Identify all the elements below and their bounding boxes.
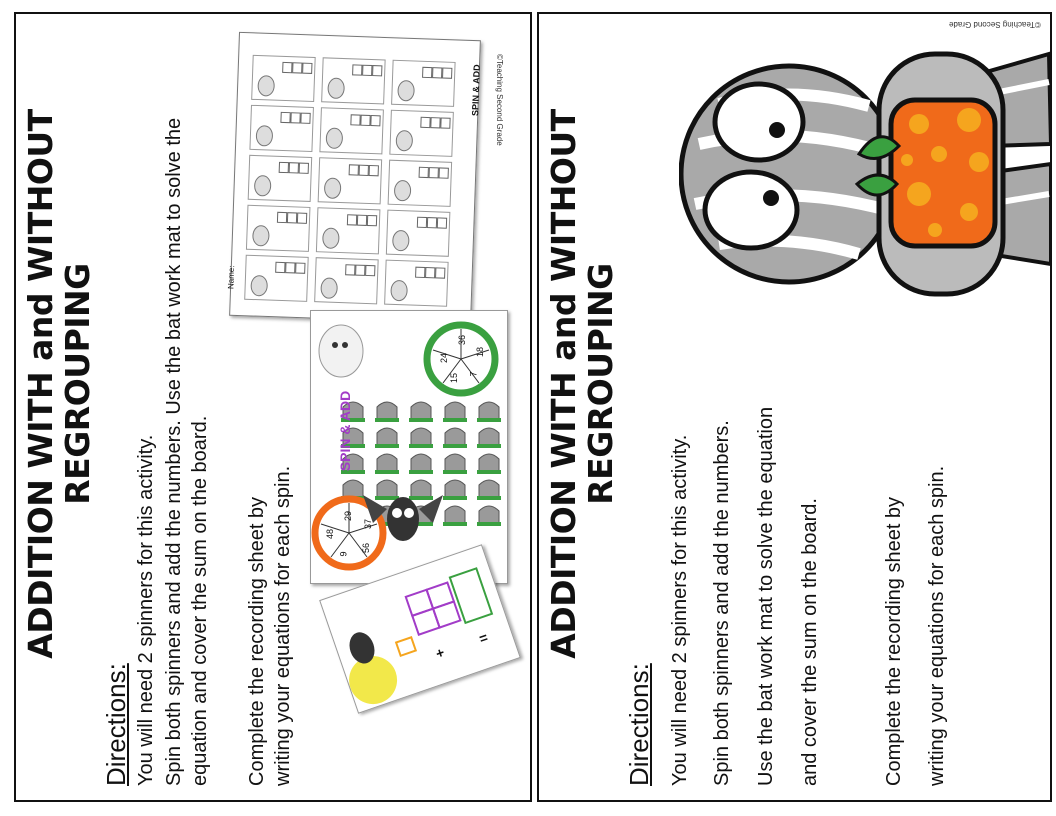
direction-line-4: and cover the sum on the board.: [799, 498, 821, 786]
recording-sheet-cell: [388, 160, 451, 206]
spinner-b-value-4: 7: [468, 371, 479, 377]
recording-sheet-cell: [315, 258, 378, 304]
game-board-title: SPIN & ADD: [337, 390, 354, 472]
tombstone: [477, 428, 501, 448]
tombstone: [409, 480, 433, 500]
recording-sheet-cell: [392, 60, 455, 106]
tombstone: [477, 402, 501, 422]
tombstone: [477, 480, 501, 500]
tombstone: [375, 428, 399, 448]
spinner-a-value-5: 9: [338, 551, 349, 557]
spinner-b-value-2: 36: [457, 334, 468, 346]
spinner-a-value-3: 37: [363, 518, 374, 530]
credit-right: ©Teaching Second Grade: [949, 20, 1041, 29]
recording-sheet-cell: [246, 205, 309, 251]
spinner-b-value-5: 15: [449, 372, 460, 384]
tombstone: [477, 454, 501, 474]
recording-sheet-cell: [250, 105, 313, 151]
recording-sheet-cell: [318, 158, 381, 204]
recording-sheet-cell: [320, 108, 383, 154]
mummy-pumpkin-illustration: [679, 34, 1052, 304]
direction-line-6: writing your equations for each spin.: [926, 465, 948, 786]
credit-left: ©Teaching Second Grade: [495, 54, 504, 146]
direction-line-1: You will need 2 spinners for this activity.: [669, 434, 691, 786]
spinner-a-value-2: 29: [343, 510, 354, 522]
recording-sheet-cell: [316, 208, 379, 254]
work-mat-plus: +: [433, 643, 447, 662]
recording-sheet-cell: [385, 260, 448, 306]
tombstone: [409, 428, 433, 448]
card-title: ADDITION WITH and WITHOUT REGROUPING: [544, 109, 620, 659]
recording-sheet-cell: [322, 58, 385, 104]
recording-sheet-preview: [226, 32, 483, 324]
tombstone: [443, 480, 467, 500]
tombstone: [375, 480, 399, 500]
activity-card-right: [537, 12, 1052, 802]
recording-sheet-graphic: [230, 33, 483, 323]
work-mat-equals: =: [476, 628, 490, 647]
recording-sheet-cell: [248, 155, 311, 201]
card-title: ADDITION WITH and WITHOUT REGROUPING: [21, 109, 97, 659]
tombstone: [443, 506, 467, 526]
recording-sheet-title: SPIN & ADD: [470, 64, 483, 117]
spinner-a-value-4: 56: [361, 542, 372, 554]
spinner-a-value-1: 48: [325, 528, 336, 540]
recording-sheet-cell: [252, 55, 315, 101]
direction-line-2: Spin both spinners and add the numbers. Use the bat work mat to solve the equation and cover the sum on the board.: [163, 117, 211, 786]
spinner-b-value-3: 18: [475, 346, 486, 358]
direction-line-5: Complete the recording sheet by: [883, 496, 905, 786]
tombstone: [443, 454, 467, 474]
directions-heading: Directions:: [101, 663, 131, 786]
tombstone: [409, 454, 433, 474]
tombstone: [409, 402, 433, 422]
spinner-a: [315, 499, 383, 567]
direction-line-1: You will need 2 spinners for this activity.: [135, 434, 157, 786]
directions-heading: Directions:: [624, 663, 654, 786]
tombstone: [477, 506, 501, 526]
spinner-b: [427, 325, 495, 393]
recording-sheet-cell: [390, 110, 453, 156]
recording-sheet-name-label: Name:: [226, 265, 237, 290]
recording-sheet-cell: [386, 210, 449, 256]
recording-sheet-cell: [245, 255, 308, 301]
spinner-b-value-1: 24: [439, 352, 450, 364]
activity-card-left: [14, 12, 532, 802]
direction-line-3: Use the bat work mat to solve the equation: [755, 406, 777, 786]
tombstone: [443, 428, 467, 448]
direction-line-3: Complete the recording sheet by writing your equations for each spin.: [246, 465, 294, 786]
tombstone: [375, 402, 399, 422]
direction-line-2: Spin both spinners and add the numbers.: [711, 420, 733, 786]
game-board-preview: [310, 310, 508, 584]
tombstone: [375, 454, 399, 474]
tombstone: [443, 402, 467, 422]
